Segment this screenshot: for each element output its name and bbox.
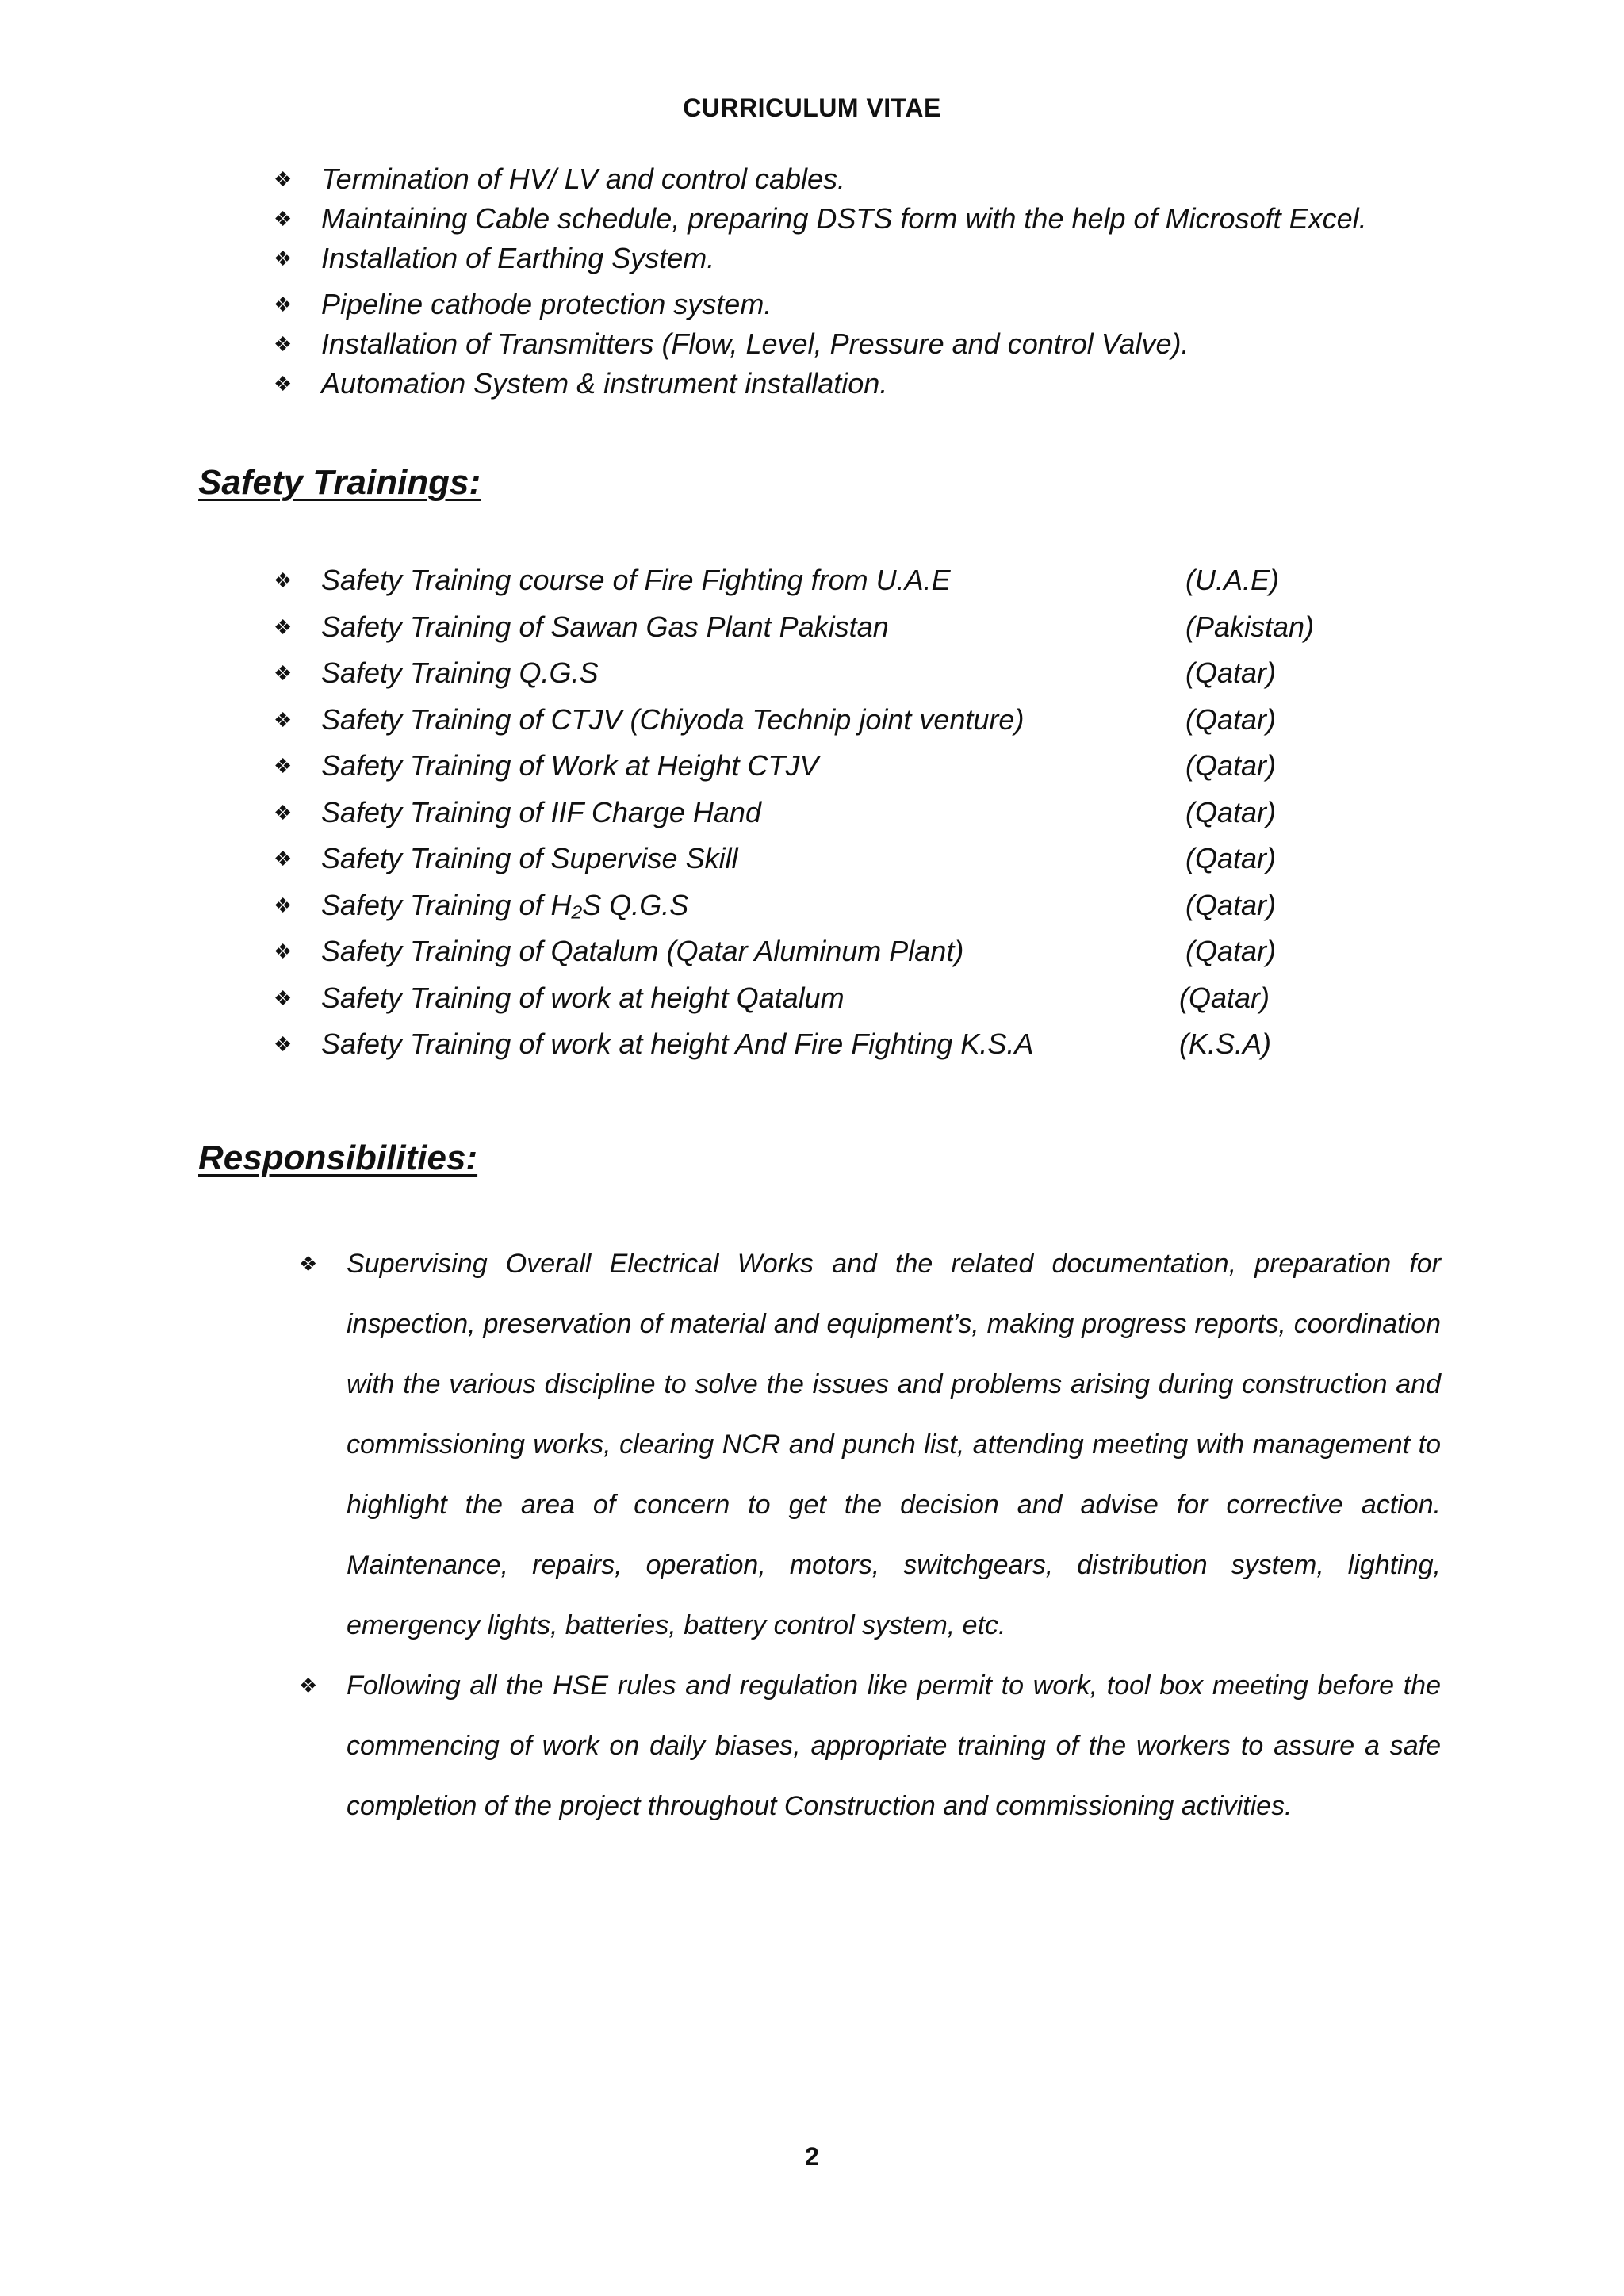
training-item xyxy=(274,743,1277,790)
training-location: (Qatar) xyxy=(1185,935,1277,967)
training-location: (Qatar) xyxy=(1179,981,1270,1014)
training-location: (Pakistan) xyxy=(1185,610,1315,643)
diamond-bullet-icon: ❖ xyxy=(274,614,293,639)
training-item xyxy=(274,975,1270,1022)
safety-trainings-heading: Safety Trainings: xyxy=(198,463,481,502)
training-name: Safety Training of Supervise Skill xyxy=(321,842,738,874)
page-title: CURRICULUM VITAE xyxy=(683,94,941,122)
training-location: (K.S.A) xyxy=(1179,1027,1272,1060)
training-item xyxy=(274,836,1277,882)
responsibilities-list xyxy=(299,1234,1441,1836)
diamond-bullet-icon: ❖ xyxy=(274,247,293,270)
training-name: Safety Training of IIF Charge Hand xyxy=(321,795,761,828)
training-item xyxy=(274,928,1277,975)
training-location: (Qatar) xyxy=(1185,842,1277,874)
training-name: Safety Training of Qatalum (Qatar Aluminum Plant) xyxy=(321,935,964,967)
list-item-text: Termination of HV/ LV and control cables. xyxy=(321,163,846,195)
training-name: Safety Training of H₂S Q.G.S xyxy=(321,888,689,921)
list-item-text: Automation System & instrument installation. xyxy=(321,367,888,400)
list-item-text: Pipeline cathode protection system. xyxy=(321,288,772,320)
diamond-bullet-icon: ❖ xyxy=(274,939,293,963)
list-item xyxy=(274,364,1367,404)
training-name: Safety Training Q.G.S xyxy=(321,656,599,689)
training-location: (Qatar) xyxy=(1185,749,1277,782)
skills-list xyxy=(274,159,1367,404)
training-item xyxy=(274,650,1277,697)
diamond-bullet-icon: ❖ xyxy=(274,293,293,316)
diamond-bullet-icon: ❖ xyxy=(274,754,293,778)
responsibility-text: Following all the HSE rules and regulation like permit to work, tool box meeting before the commencing of work on daily biases, appropriate training of the workers to assure a safe completion of the project throughout Construction and commissioning activities. xyxy=(347,1670,1441,1821)
training-location: (Qatar) xyxy=(1185,795,1277,828)
list-item-text: Installation of Transmitters (Flow, Level, Pressure and control Valve). xyxy=(321,327,1189,360)
list-item-text: Maintaining Cable schedule, preparing DSTS form with the help of Microsoft Excel. xyxy=(321,202,1367,235)
responsibility-text: Supervising Overall Electrical Works and the related documentation, preparation for inspection, preservation of material and equipment’s, making progress reports, coordination with the various discipline to solve the issues and problems arising during construction and commissioning works, clearing NCR and punch list, attending meeting with management to highlight the area of concern to get the decision and advise for corrective action. Maintenance, repairs, operation, motors, switchgears, distribution system, lighting, emergency lights, batteries, battery control system, etc. xyxy=(347,1249,1441,1640)
list-item xyxy=(274,159,1367,199)
diamond-bullet-icon: ❖ xyxy=(274,893,293,917)
training-name: Safety Training of work at height And Fire Fighting K.S.A xyxy=(321,1027,1034,1060)
responsibilities-heading: Responsibilities: xyxy=(198,1138,478,1177)
diamond-bullet-icon: ❖ xyxy=(299,1252,318,1276)
diamond-bullet-icon: ❖ xyxy=(274,1032,293,1056)
training-location: (Qatar) xyxy=(1185,702,1277,736)
list-item xyxy=(274,239,1367,278)
responsibility-item xyxy=(299,1655,1441,1836)
diamond-bullet-icon: ❖ xyxy=(274,372,293,396)
diamond-bullet-icon: ❖ xyxy=(274,707,293,732)
diamond-bullet-icon: ❖ xyxy=(274,207,293,231)
diamond-bullet-icon: ❖ xyxy=(274,568,293,592)
list-item xyxy=(274,199,1367,239)
training-name: Safety Training of CTJV (Chiyoda Technip joint venture) xyxy=(321,702,1025,736)
training-name: Safety Training course of Fire Fighting from U.A.E xyxy=(321,564,951,596)
training-item xyxy=(274,697,1277,744)
responsibility-item xyxy=(299,1234,1441,1655)
training-name: Safety Training of Sawan Gas Plant Pakistan xyxy=(321,610,889,643)
training-item xyxy=(274,1021,1272,1068)
training-item xyxy=(274,882,1277,929)
list-item-text: Installation of Earthing System. xyxy=(321,242,715,274)
list-item xyxy=(274,285,1367,324)
safety-trainings-list xyxy=(274,557,1315,1068)
training-item xyxy=(274,557,1280,604)
diamond-bullet-icon: ❖ xyxy=(274,800,293,825)
training-location: (U.A.E) xyxy=(1185,564,1280,596)
training-item xyxy=(274,604,1315,651)
diamond-bullet-icon: ❖ xyxy=(299,1674,318,1697)
diamond-bullet-icon: ❖ xyxy=(274,167,293,191)
diamond-bullet-icon: ❖ xyxy=(274,332,293,356)
diamond-bullet-icon: ❖ xyxy=(274,661,293,685)
diamond-bullet-icon: ❖ xyxy=(274,985,293,1010)
list-item xyxy=(274,324,1367,364)
training-location: (Qatar) xyxy=(1185,888,1277,921)
diamond-bullet-icon: ❖ xyxy=(274,847,293,871)
training-location: (Qatar) xyxy=(1185,656,1277,689)
page-number: 2 xyxy=(805,2142,819,2171)
training-item xyxy=(274,790,1277,836)
training-name: Safety Training of Work at Height CTJV xyxy=(321,749,819,782)
training-name: Safety Training of work at height Qatalum xyxy=(321,981,845,1014)
